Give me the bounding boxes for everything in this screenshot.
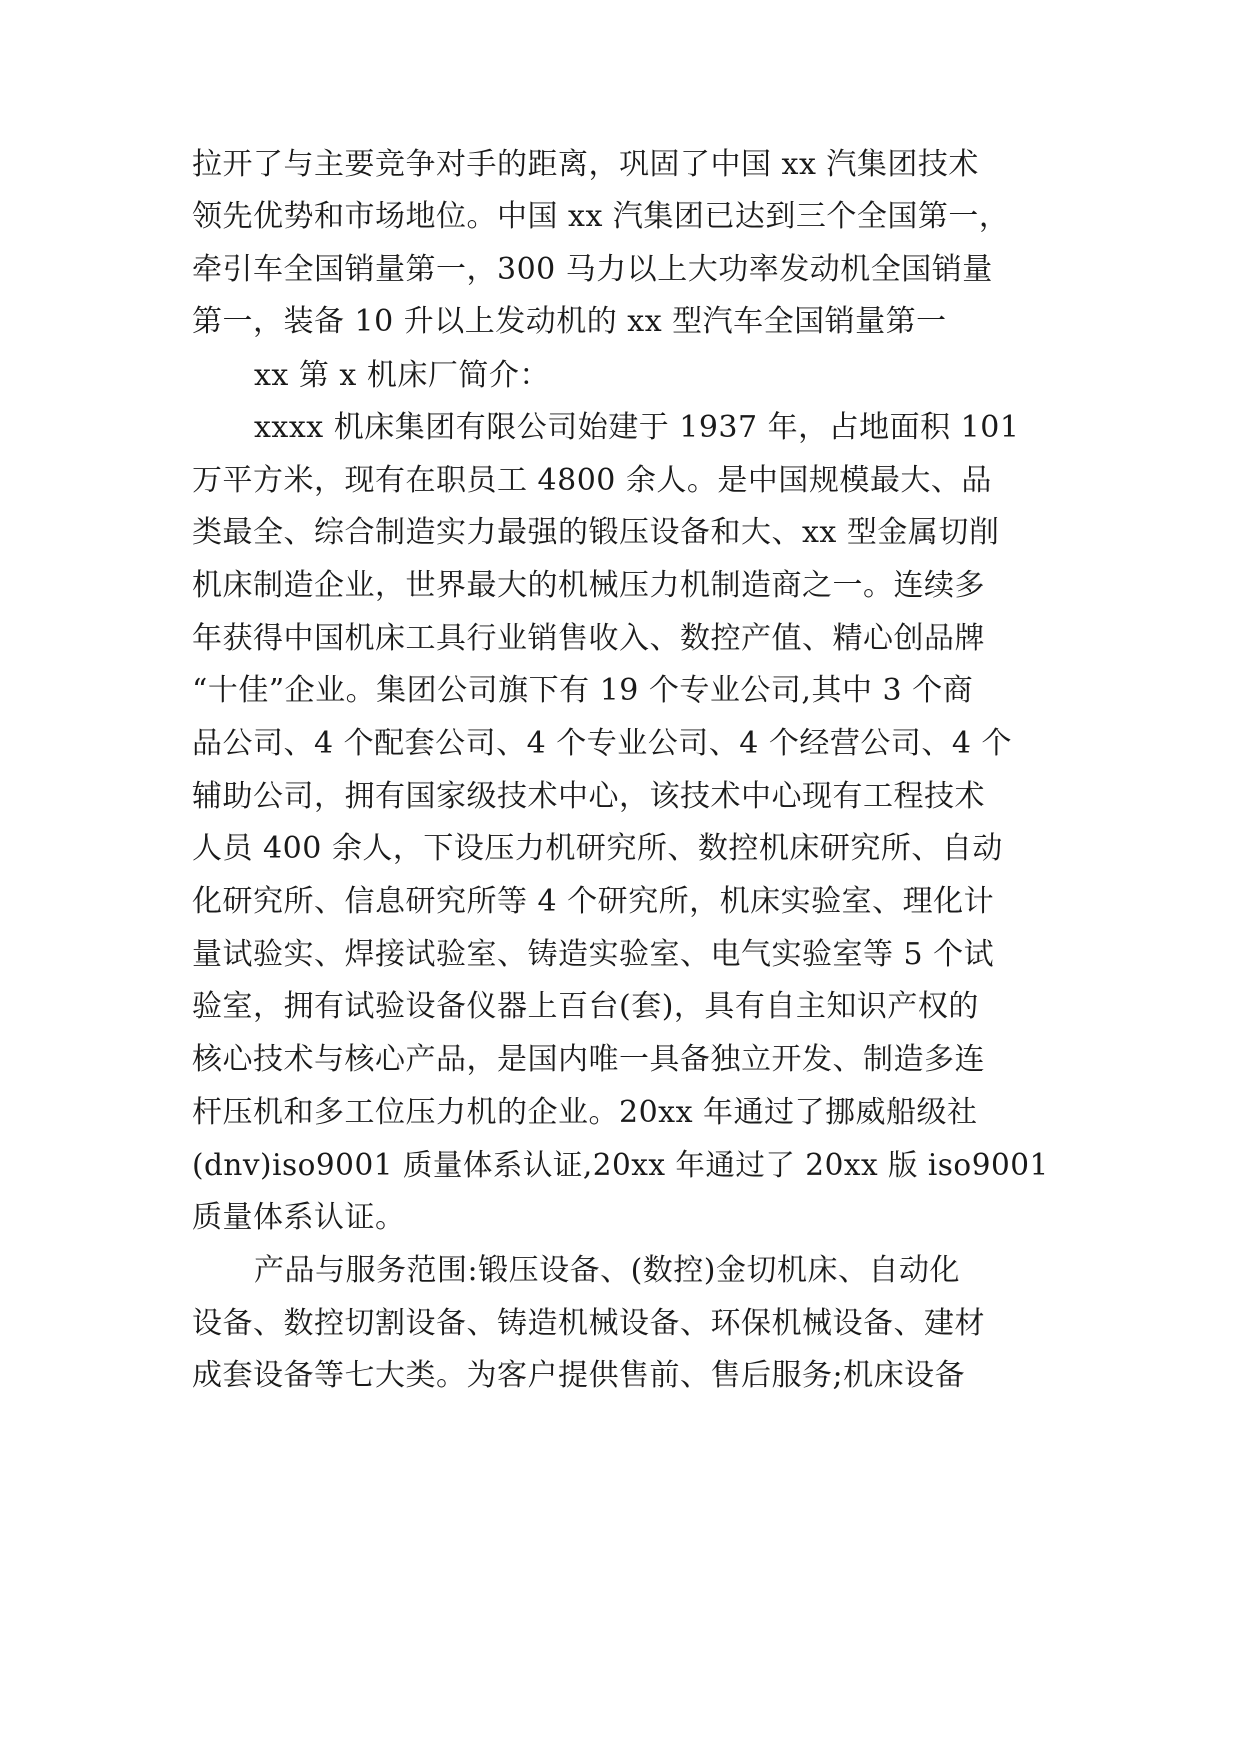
text-line: 品公司、4 个配套公司、4 个专业公司、4 个经营公司、4 个 — [192, 726, 1012, 761]
text-line: 牵引车全国销量第一，300 马力以上大功率发动机全国销量 — [192, 252, 993, 287]
text-line: 类最全、综合制造实力最强的锻压设备和大、xx 型金属切削 — [192, 515, 1000, 550]
text-line: 机床制造企业，世界最大的机械压力机制造商之一。连续多 — [192, 568, 985, 603]
text-line: 第一，装备 10 升以上发动机的 xx 型汽车全国销量第一 — [192, 304, 947, 339]
text-line: 验室，拥有试验设备仪器上百台(套)，具有自主知识产权的 — [192, 989, 979, 1024]
section-heading: xx 第 x 机床厂简介： — [254, 358, 550, 393]
text-line: (dnv)iso9001 质量体系认证,20xx 年通过了 20xx 版 iso9001 — [192, 1148, 1049, 1182]
text-line: 人员 400 余人，下设压力机研究所、数控机床研究所、自动 — [192, 831, 1003, 866]
text-line: 量试验实、焊接试验室、铸造实验室、电气实验室等 5 个试 — [192, 937, 995, 972]
text-line: 质量体系认证。 — [192, 1200, 406, 1235]
text-line: 万平方米，现有在职员工 4800 余人。是中国规模最大、品 — [192, 463, 992, 498]
text-line: 核心技术与核心产品，是国内唯一具备独立开发、制造多连 — [192, 1042, 985, 1077]
text-line: “十佳”企业。集团公司旗下有 19 个专业公司,其中 3 个商 — [192, 673, 974, 708]
text-line: 化研究所、信息研究所等 4 个研究所，机床实验室、理化计 — [192, 884, 995, 919]
text-line: 年获得中国机床工具行业销售收入、数控产值、精心创品牌 — [192, 621, 985, 656]
text-line: 设备、数控切割设备、铸造机械设备、环保机械设备、建材 — [192, 1306, 985, 1341]
text-line: 领先优势和市场地位。中国 xx 汽集团已达到三个全国第一， — [192, 199, 1010, 234]
paragraph-start-line: 产品与服务范围:锻压设备、(数控)金切机床、自动化 — [254, 1253, 961, 1288]
paragraph-start-line: xxxx 机床集团有限公司始建于 1937 年，占地面积 101 — [254, 410, 1020, 445]
text-line: 杆压机和多工位压力机的企业。20xx 年通过了挪威船级社 — [192, 1095, 978, 1130]
text-line: 成套设备等七大类。为客户提供售前、售后服务;机床设备 — [192, 1358, 966, 1393]
text-line: 辅助公司，拥有国家级技术中心，该技术中心现有工程技术 — [192, 779, 985, 814]
text-line: 拉开了与主要竞争对手的距离，巩固了中国 xx 汽集团技术 — [192, 147, 979, 182]
